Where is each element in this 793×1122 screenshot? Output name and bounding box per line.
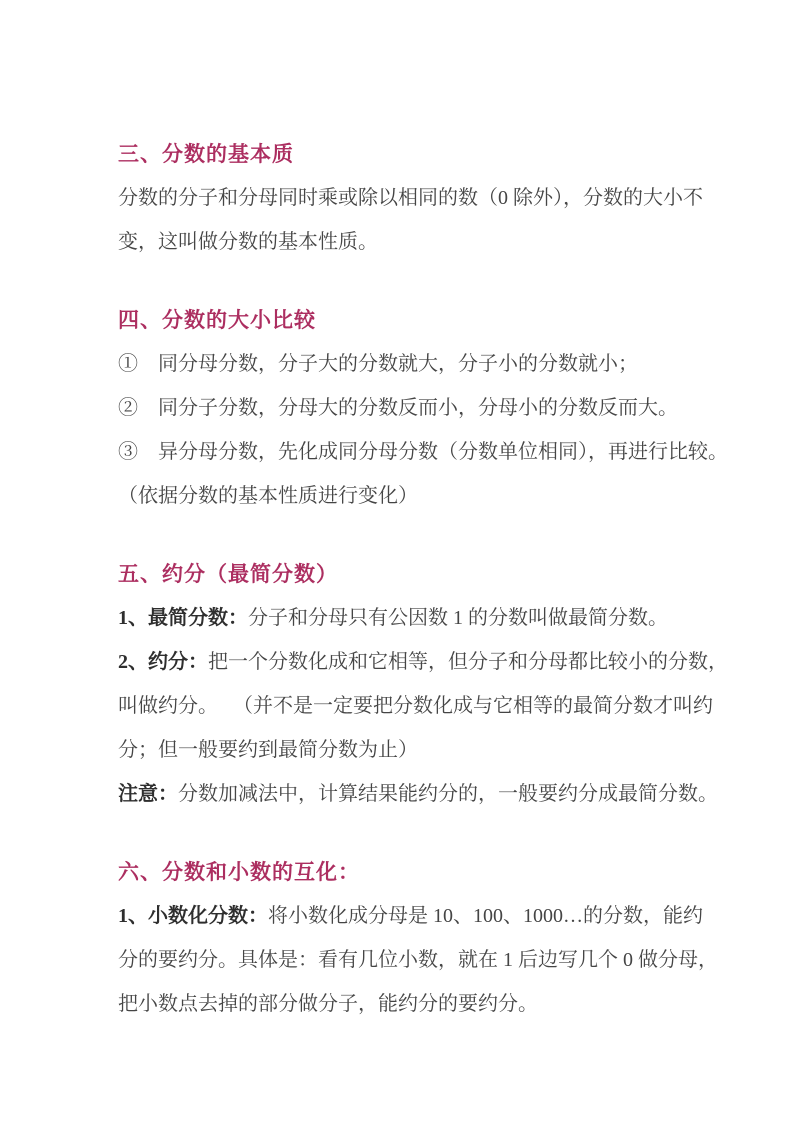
bold-segment: 注意： xyxy=(118,783,178,805)
section-heading: 五、约分（最简分数） xyxy=(118,562,338,586)
text-line xyxy=(118,982,683,1026)
text-segment: 把小数点去掉的部分做分子，能约分的要约分。 xyxy=(118,993,538,1015)
section-heading: 三、分数的基本质 xyxy=(118,142,294,166)
text-line xyxy=(118,386,683,430)
section-heading: 六、分数和小数的互化： xyxy=(118,860,360,884)
text-line xyxy=(118,176,703,220)
text-segment: 分；但一般要约到最简分数为止） xyxy=(118,739,418,761)
text-line xyxy=(118,342,683,386)
section-heading: 四、分数的大小比较 xyxy=(118,308,316,332)
text-line xyxy=(118,772,718,816)
text-line xyxy=(118,684,713,728)
text-line xyxy=(118,894,703,938)
bold-segment: 1、最简分数： xyxy=(118,607,248,629)
text-line xyxy=(118,640,728,684)
text-line xyxy=(118,728,683,772)
section xyxy=(118,132,703,264)
section xyxy=(118,850,718,1026)
text-segment: 把一个分数化成和它相等，但分子和分母都比较小的分数， xyxy=(208,651,728,673)
bold-segment: 1、小数化分数： xyxy=(118,905,268,927)
text-line xyxy=(118,430,728,474)
text-line xyxy=(118,938,718,982)
text-line xyxy=(118,474,683,518)
text-line xyxy=(118,596,683,640)
text-segment: 分数加减法中，计算结果能约分的，一般要约分成最简分数。 xyxy=(178,783,718,805)
bold-segment: 2、约分： xyxy=(118,651,208,673)
text-segment: 将小数化成分母是 10、100、1000…的分数，能约 xyxy=(268,905,703,927)
text-segment: ① 同分母分数，分子大的分数就大，分子小的分数就小； xyxy=(118,353,638,375)
text-segment: 分数的分子和分母同时乘或除以相同的数（0 除外），分数的大小不 xyxy=(118,187,703,209)
text-line xyxy=(118,220,683,264)
text-segment: 叫做约分。 （并不是一定要把分数化成与它相等的最简分数才叫约 xyxy=(118,695,713,717)
text-segment: ③ 异分母分数，先化成同分母分数（分数单位相同），再进行比较。 xyxy=(118,441,728,463)
section xyxy=(118,552,728,816)
section xyxy=(118,298,728,518)
text-segment: ② 同分子分数，分母大的分数反而小，分母小的分数反而大。 xyxy=(118,397,678,419)
text-segment: 分子和分母只有公因数 1 的分数叫做最简分数。 xyxy=(248,607,668,629)
text-segment: （依据分数的基本性质进行变化） xyxy=(118,485,418,507)
text-segment: 分的要约分。具体是：看有几位小数，就在 1 后边写几个 0 做分母， xyxy=(118,949,718,971)
text-segment: 变，这叫做分数的基本性质。 xyxy=(118,231,378,253)
